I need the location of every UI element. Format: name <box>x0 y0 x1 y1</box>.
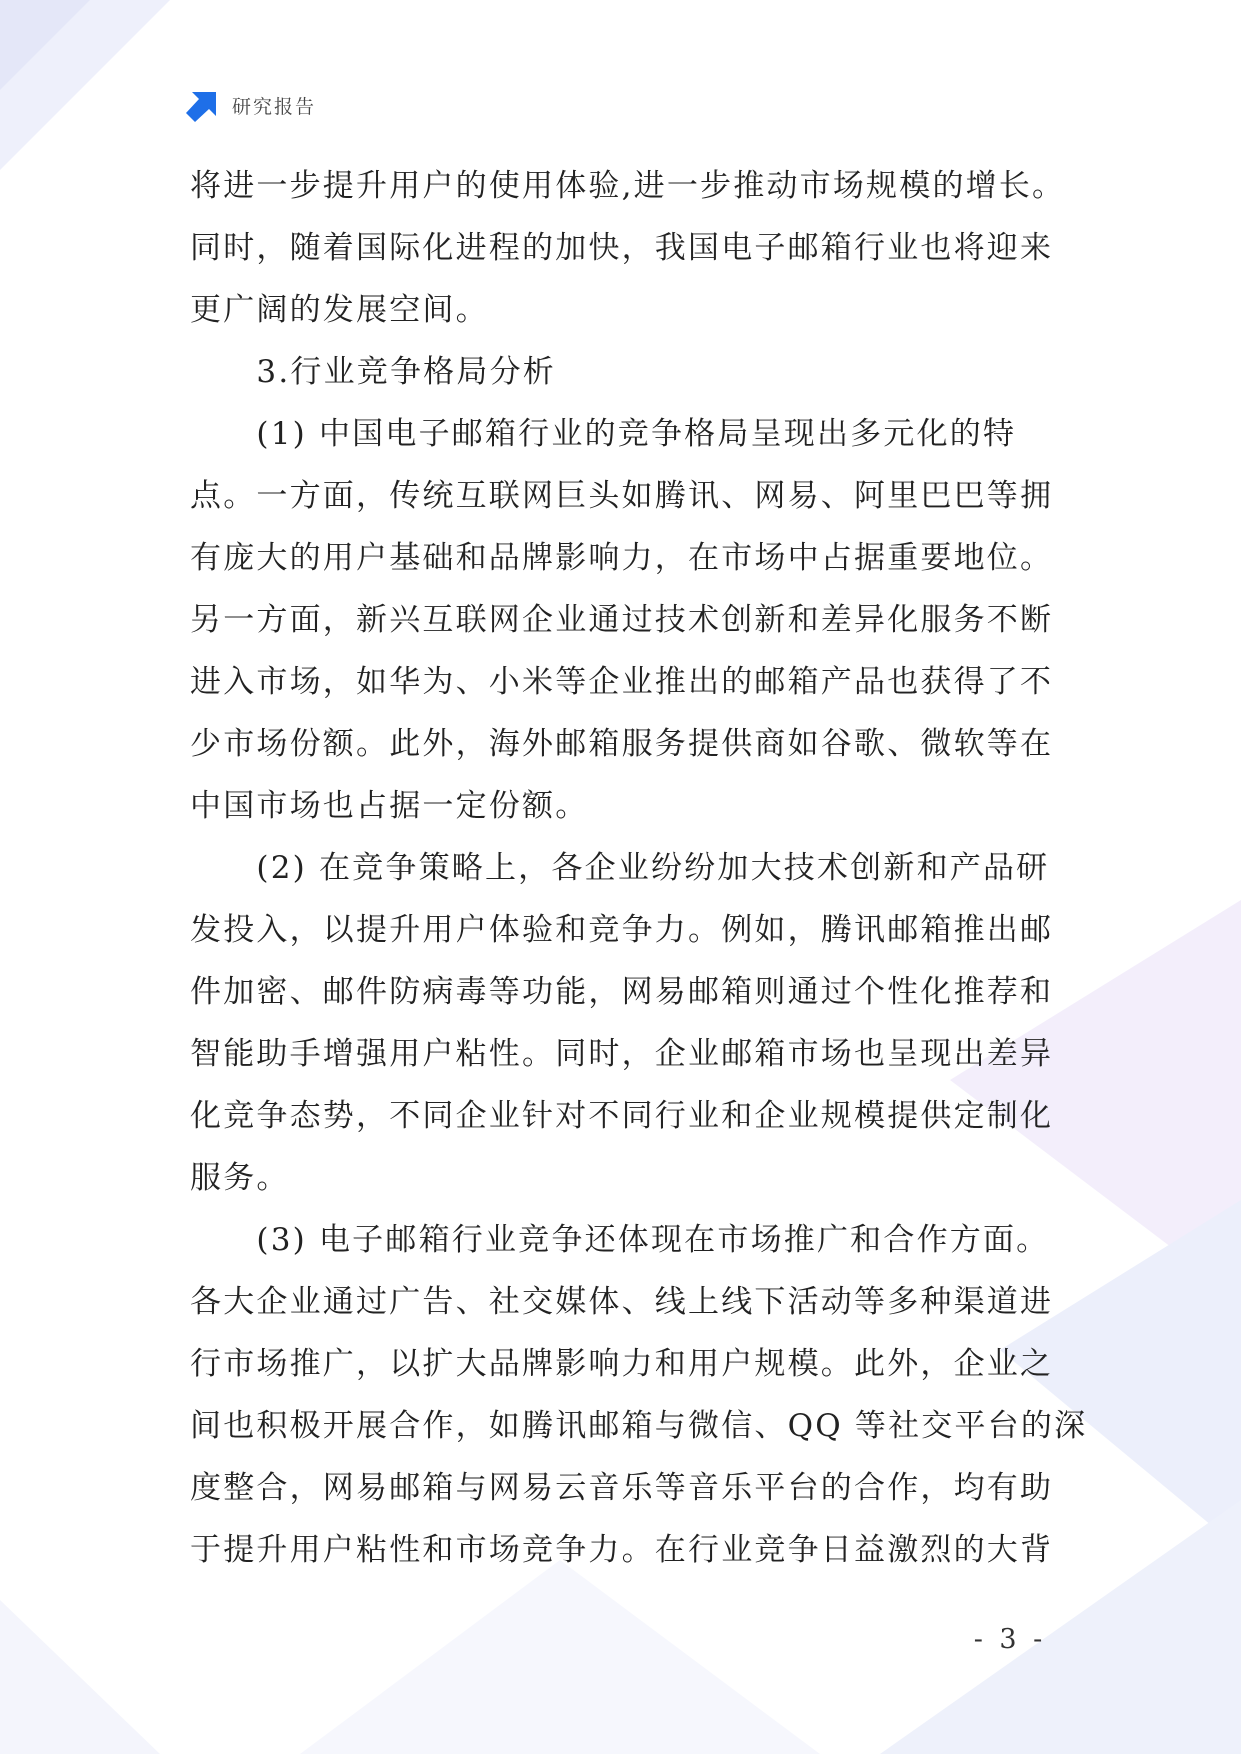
body-line: 件加密、邮件防病毒等功能，网易邮箱则通过个性化推荐和 <box>190 974 1054 1010</box>
body-line: 度整合，网易邮箱与网易云音乐等音乐平台的合作，均有助 <box>190 1470 1054 1506</box>
body-line: (1) 中国电子邮箱行业的竞争格局呈现出多元化的特 <box>190 416 1017 452</box>
body-line: 发投入，以提升用户体验和竞争力。例如，腾讯邮箱推出邮 <box>190 912 1054 948</box>
header-title: 研究报告 <box>232 95 317 118</box>
body-line: 化竞争态势，不同企业针对不同行业和企业规模提供定制化 <box>190 1098 1054 1134</box>
body-line: 行市场推广，以扩大品牌影响力和用户规模。此外，企业之 <box>190 1346 1054 1382</box>
body-line: 将进一步提升用户的使用体验,进一步推动市场规模的增长。 <box>190 168 1066 204</box>
section-heading: 3.行业竞争格局分析 <box>190 354 556 390</box>
body-line: (2) 在竞争策略上，各企业纷纷加大技术创新和产品研 <box>190 850 1050 886</box>
body-line: 更广阔的发展空间。 <box>190 292 489 328</box>
page-header <box>186 88 316 122</box>
body-line: 进入市场，如华为、小米等企业推出的邮箱产品也获得了不 <box>190 664 1054 700</box>
body-line: (3) 电子邮箱行业竞争还体现在市场推广和合作方面。 <box>190 1222 1050 1258</box>
body-line: 中国市场也占据一定份额。 <box>190 788 589 824</box>
body-line: 各大企业通过广告、社交媒体、线上线下活动等多种渠道进 <box>190 1284 1054 1320</box>
body-line: 智能助手增强用户粘性。同时，企业邮箱市场也呈现出差异 <box>190 1036 1054 1072</box>
bottom-shape <box>300 1560 820 1754</box>
page-number: - 3 - <box>973 1624 1047 1655</box>
body-line: 于提升用户粘性和市场竞争力。在行业竞争日益激烈的大背 <box>190 1532 1054 1568</box>
body-line: 另一方面，新兴互联网企业通过技术创新和差异化服务不断 <box>190 602 1054 638</box>
body-line: 点。一方面，传统互联网巨头如腾讯、网易、阿里巴巴等拥 <box>190 478 1054 514</box>
body-line: 间也积极开展合作，如腾讯邮箱与微信、QQ 等社交平台的深 <box>190 1408 1088 1444</box>
diagonal-arrow-logo-icon <box>186 88 220 122</box>
body-line: 服务。 <box>190 1160 290 1196</box>
corner-shape-bottom-left <box>0 1600 160 1754</box>
body-line: 少市场份额。此外，海外邮箱服务提供商如谷歌、微软等在 <box>190 726 1054 762</box>
body-line: 同时，随着国际化进程的加快，我国电子邮箱行业也将迎来 <box>190 230 1054 266</box>
body-line: 有庞大的用户基础和品牌影响力，在市场中占据重要地位。 <box>190 540 1054 576</box>
document-body <box>190 155 1090 1581</box>
